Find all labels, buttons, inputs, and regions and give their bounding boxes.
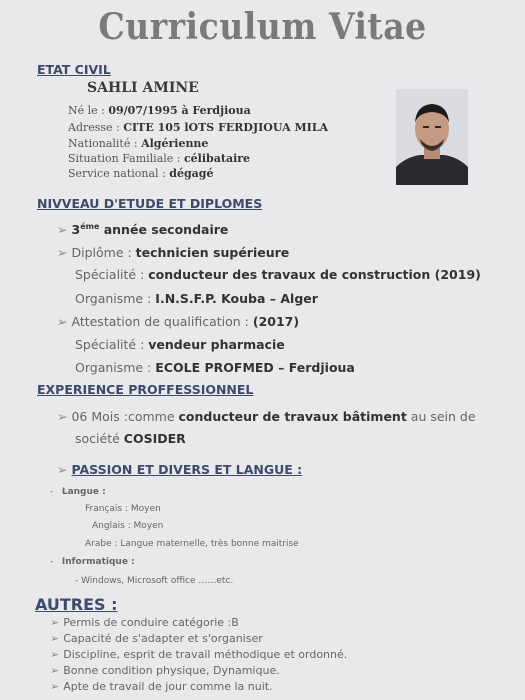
diploma-specialite: Spécialité : conducteur des travaux de construction (2019) [75,267,481,282]
autres-item: ➢ Capacité de s'adapter et s'organiser [50,632,263,645]
candidate-name: SAHLI AMINE [87,80,199,96]
autres-item: ➢ Permis de conduire catégorie :B [50,616,239,629]
diploma-organisme: Organisme : I.N.S.F.P. Kouba – Alger [75,291,318,306]
attestation-specialite: Spécialité : vendeur pharmacie [75,337,285,352]
informatique-value: - Windows, Microsoft office ……etc. [75,576,234,586]
arrow-icon: ➢ [57,245,68,260]
autres-item: ➢ Apte de travail de jour comme la nuit. [50,680,273,693]
attestation-organisme: Organisme : ECOLE PROFMED – Ferdjioua [75,360,355,375]
arrow-icon: ➢ [57,314,68,329]
section-passion-heading: ➢ PASSION ET DIVERS ET LANGUE : [57,462,303,477]
education-item-attestation: ➢ Attestation de qualification : (2017) [57,314,300,329]
arrow-icon: ➢ [50,648,60,661]
arrow-icon: ➢ [57,462,68,477]
education-item-secondary: ➢ $3^{éme}$ année secondaire [57,222,229,238]
autres-item: ➢ Discipline, esprit de travail méthodique et ordonné. [50,648,348,661]
arrow-icon: ➢ [50,632,60,645]
section-experience-heading: EXPERIENCE PROFFESSIONNEL [37,382,254,397]
informatique-label: - Informatique : [50,557,135,567]
arrow-icon: ➢ [57,222,68,238]
family-status-line: Situation Familiale : célibataire [68,152,251,165]
langue-arabe: Arabe : Langue maternelle, très bonne maitrise [85,539,299,549]
autres-item: ➢ Bonne condition physique, Dynamique. [50,664,280,677]
address-line: Adresse : CITE 105 lOTS FERDJIOUA MILA [68,121,329,134]
nationality-line: Nationalité : Algérienne [68,137,209,150]
experience-line-1: ➢ 06 Mois :comme conducteur de travaux bâtiment au sein de [57,409,476,424]
experience-line-2: société COSIDER [75,431,186,446]
section-etudes-heading: NIVVEAU D'ETUDE ET DIPLOMES [37,196,263,211]
education-item-diploma: ➢ Diplôme : technicien supérieure [57,245,290,260]
arrow-icon: ➢ [50,616,60,629]
profile-photo [396,89,468,185]
cv-title: Curriculum Vitae [98,6,427,48]
birth-line: Né le : 09/07/1995 à Ferdjioua [68,104,251,117]
langue-label: - Langue : [50,487,106,497]
arrow-icon: ➢ [50,680,60,693]
national-service-line: Service national : dégagé [68,167,214,180]
arrow-icon: ➢ [57,409,68,424]
langue-francais: Français : Moyen [85,504,161,514]
section-autres-heading: AUTRES : [35,595,118,614]
arrow-icon: ➢ [50,664,60,677]
section-etat-civil-heading: ETAT CIVIL [37,62,111,77]
langue-anglais: Anglais : Moyen [92,521,164,531]
